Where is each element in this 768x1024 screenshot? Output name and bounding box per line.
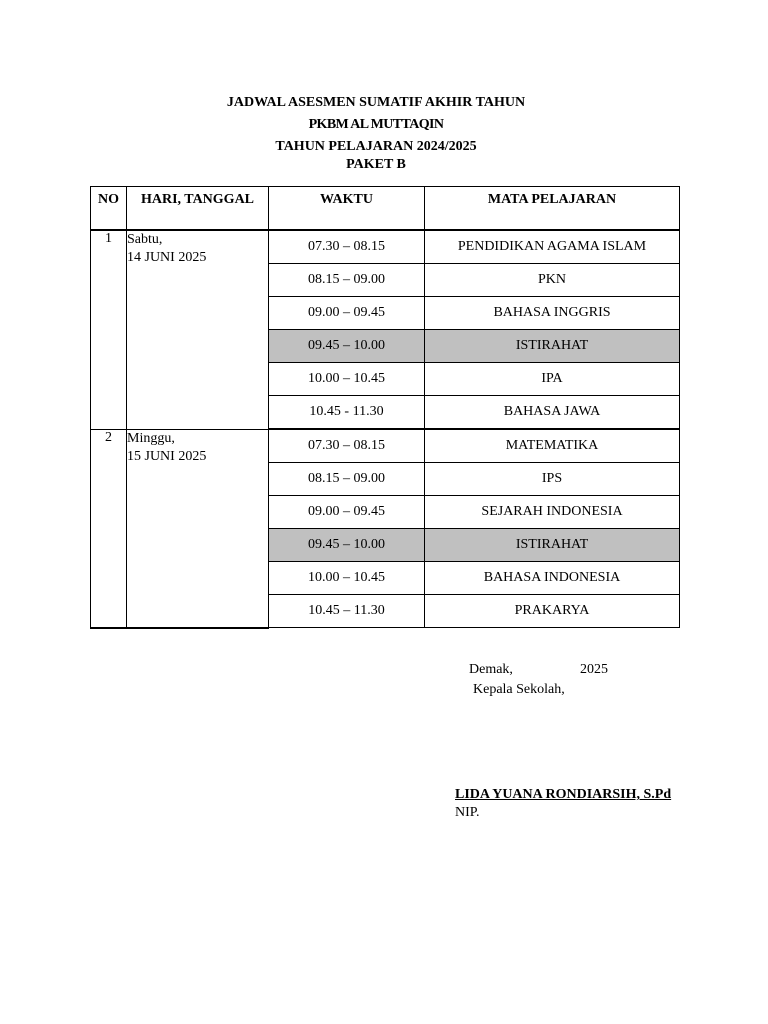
time-cell: 08.15 – 09.00: [269, 463, 425, 496]
signer-nip: NIP.: [455, 805, 480, 820]
signer-name: LIDA YUANA RONDIARSIH, S.Pd: [455, 787, 672, 802]
signature-place-date: [469, 662, 608, 678]
subject-cell: PENDIDIKAN AGAMA ISLAM: [425, 230, 680, 264]
title-line-1: JADWAL ASESMEN SUMATIF AKHIR TAHUN: [226, 95, 526, 110]
subject-cell: IPS: [425, 463, 680, 496]
subject-cell: BAHASA INGGRIS: [425, 297, 680, 330]
table-row: [91, 429, 680, 463]
day-date: 15 JUNI 2025: [127, 448, 207, 464]
title-line-4: PAKET B: [346, 157, 406, 172]
time-cell: 07.30 – 08.15: [269, 429, 425, 463]
subject-cell: MATEMATIKA: [425, 429, 680, 463]
column-header-time: WAKTU: [269, 187, 425, 231]
subject-cell: IPA: [425, 363, 680, 396]
subject-cell: PRAKARYA: [425, 595, 680, 628]
document-title-block: [0, 92, 752, 172]
time-cell: 10.00 – 10.45: [269, 562, 425, 595]
time-cell: 10.45 – 11.30: [269, 595, 425, 628]
day-date-cell: [127, 230, 269, 429]
day-number-cell: 2: [91, 429, 127, 628]
time-cell: 08.15 – 09.00: [269, 264, 425, 297]
time-cell: 09.45 – 10.00: [269, 330, 425, 363]
time-cell: 09.45 – 10.00: [269, 529, 425, 562]
schedule-table: [90, 186, 680, 629]
column-header-no: NO: [91, 187, 127, 231]
subject-cell: BAHASA JAWA: [425, 396, 680, 430]
column-header-day-date: HARI, TANGGAL: [127, 187, 269, 231]
signature-role: Kepala Sekolah,: [473, 682, 565, 697]
title-line-2: PKBM AL MUTTAQIN: [308, 117, 444, 132]
signature-place: Demak,: [469, 662, 513, 677]
day-name: Sabtu,: [127, 232, 163, 247]
table-row: [91, 230, 680, 264]
day-name: Minggu,: [127, 430, 175, 446]
subject-cell: ISTIRAHAT: [425, 529, 680, 562]
subject-cell: ISTIRAHAT: [425, 330, 680, 363]
subject-cell: BAHASA INDONESIA: [425, 562, 680, 595]
day-number-cell: 1: [91, 230, 127, 429]
day-date: 14 JUNI 2025: [127, 250, 207, 265]
title-line-3: TAHUN PELAJARAN 2024/2025: [275, 139, 477, 154]
subject-cell: PKN: [425, 264, 680, 297]
signature-year: 2025: [580, 662, 608, 677]
time-cell: 07.30 – 08.15: [269, 230, 425, 264]
day-date-cell: [127, 429, 269, 628]
time-cell: 09.00 – 09.45: [269, 496, 425, 529]
subject-cell: SEJARAH INDONESIA: [425, 496, 680, 529]
time-cell: 10.45 - 11.30: [269, 396, 425, 430]
time-cell: 09.00 – 09.45: [269, 297, 425, 330]
column-header-subject: MATA PELAJARAN: [425, 187, 680, 231]
table-header-row: [91, 187, 680, 231]
time-cell: 10.00 – 10.45: [269, 363, 425, 396]
